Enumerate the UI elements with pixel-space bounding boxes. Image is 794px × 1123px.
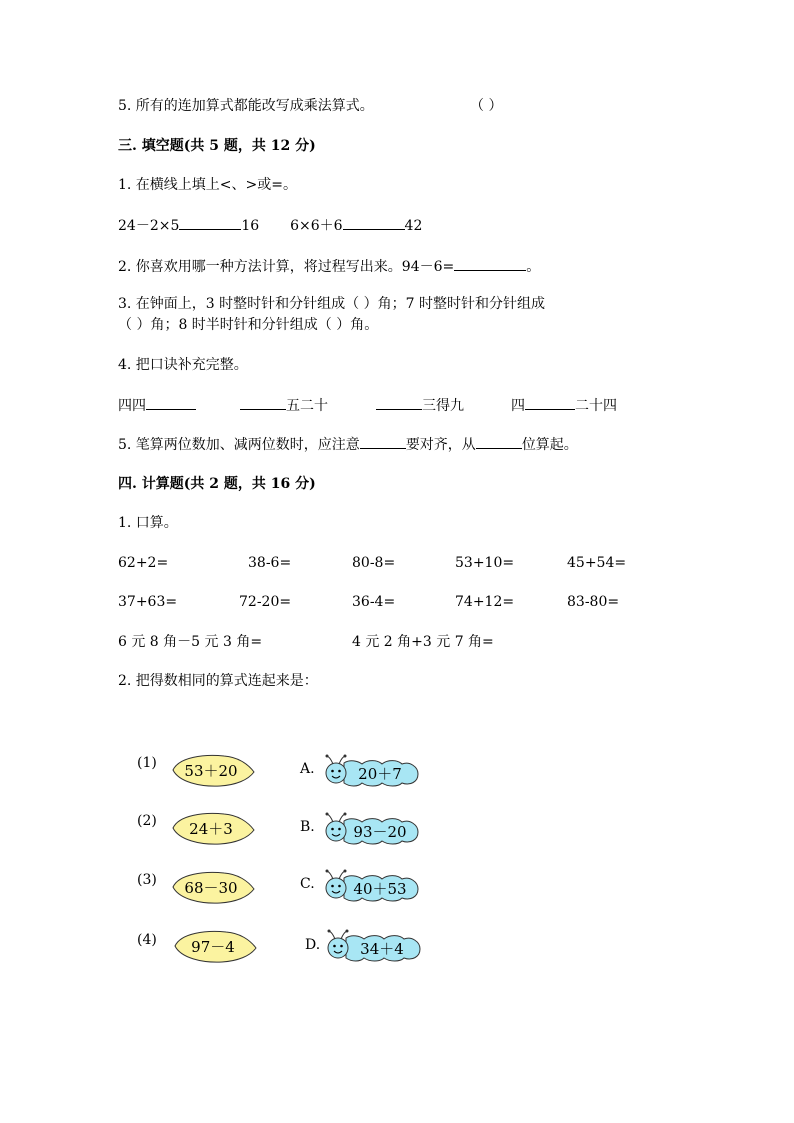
section-3-title: 三. 填空题(共 5 题，共 12 分) [118,138,316,154]
fill-question-5 [118,434,578,455]
oral-calc: 53+10= [455,555,515,571]
fill-question-1-items [118,215,422,236]
fill-question-1: 1. 在横线上填上<、>或=。 [118,177,297,193]
expr-a-left: 24－2×5 [118,218,180,234]
oral-calc: 74+12= [455,594,515,610]
punctuation: 。 [526,259,541,275]
answer-blank[interactable] [146,395,196,410]
caterpillar-card[interactable] [320,866,424,906]
oral-calc: 6 元 8 角－5 元 3 角= [118,634,263,650]
option-letter: A. [300,761,315,777]
answer-blank[interactable] [240,395,286,410]
fill-question-5-mid: 要对齐，从 [405,437,476,453]
tf-question-text: 5. 所有的连加算式都能改写成乘法算式。 [118,98,374,114]
leaf-number: (4) [137,932,157,948]
calc-question-2: 2. 把得数相同的算式连起来是： [118,673,318,689]
leaf-expression: 53＋20 [184,762,238,780]
answer-parentheses[interactable]: （ ） [470,98,503,114]
caterpillar-card[interactable] [320,751,424,791]
leaf-number: (1) [137,755,157,771]
option-letter: D. [305,937,321,953]
expr-b-left: 6×6＋6 [290,218,343,234]
rhyme-3-text: 三得九 [422,398,464,414]
rhyme-2-text: 五二十 [286,398,328,414]
leaf-expression: 97－4 [191,938,235,956]
rhyme-4-pre: 四 [511,398,525,414]
oral-calc: 62+2= [118,555,169,571]
caterpillar-expression: 93－20 [353,823,407,841]
tf-question-5 [118,96,374,116]
fill-question-5-post: 位算起。 [521,437,578,453]
rhyme-4 [511,395,617,416]
expr-b-right: 42 [404,218,423,234]
leaf-expression: 68－30 [184,879,238,897]
rhyme-2 [240,395,328,416]
oral-calc: 38-6= [248,555,292,571]
fill-question-3-line2: （ ）角；8 时半时针和分针组成（ ）角。 [118,317,379,333]
leaf-card[interactable] [170,810,260,846]
leaf-number: (2) [137,813,157,829]
leaf-card[interactable] [172,928,262,964]
caterpillar-expression: 20＋7 [358,765,402,783]
answer-blank[interactable] [454,256,526,271]
answer-blank[interactable] [476,434,522,449]
fill-question-2 [118,256,540,277]
oral-calc: 37+63= [118,594,178,610]
oral-calc: 83-80= [567,594,620,610]
leaf-card[interactable] [170,869,260,905]
answer-blank[interactable] [179,215,241,230]
answer-blank[interactable] [376,395,422,410]
expr-a-right: 16 [241,218,260,234]
oral-calc: 4 元 2 角+3 元 7 角= [352,634,494,650]
fill-question-3-line1: 3. 在钟面上，3 时整时针和分针组成（ ）角；7 时整时针和分针组成 [118,296,545,312]
leaf-expression: 24＋3 [189,820,233,838]
answer-blank[interactable] [360,434,406,449]
oral-calc: 80-8= [352,555,396,571]
calc-question-1: 1. 口算。 [118,515,178,531]
oral-calc: 45+54= [567,555,627,571]
fill-question-5-pre: 5. 笔算两位数加、减两位数时，应注意 [118,437,360,453]
option-letter: B. [300,819,315,835]
oral-calc: 36-4= [352,594,396,610]
oral-calc: 72-20= [239,594,292,610]
leaf-number: (3) [137,872,157,888]
fill-question-2-text: 2. 你喜欢用哪一种方法计算，将过程写出来。94－6= [118,259,455,275]
rhyme-1-text: 四四 [118,398,146,414]
rhyme-4-post: 二十四 [575,398,617,414]
caterpillar-card[interactable] [322,926,426,966]
caterpillar-expression: 34＋4 [360,940,404,958]
section-4-title: 四. 计算题(共 2 题，共 16 分) [118,476,316,492]
caterpillar-card[interactable] [320,809,424,849]
fill-question-4: 4. 把口诀补充完整。 [118,357,248,373]
leaf-card[interactable] [170,752,260,788]
rhyme-3 [376,395,464,416]
answer-blank[interactable] [525,395,575,410]
fill-question-4-items [118,395,196,416]
option-letter: C. [300,876,315,892]
caterpillar-expression: 40＋53 [353,880,407,898]
answer-blank[interactable] [343,215,405,230]
